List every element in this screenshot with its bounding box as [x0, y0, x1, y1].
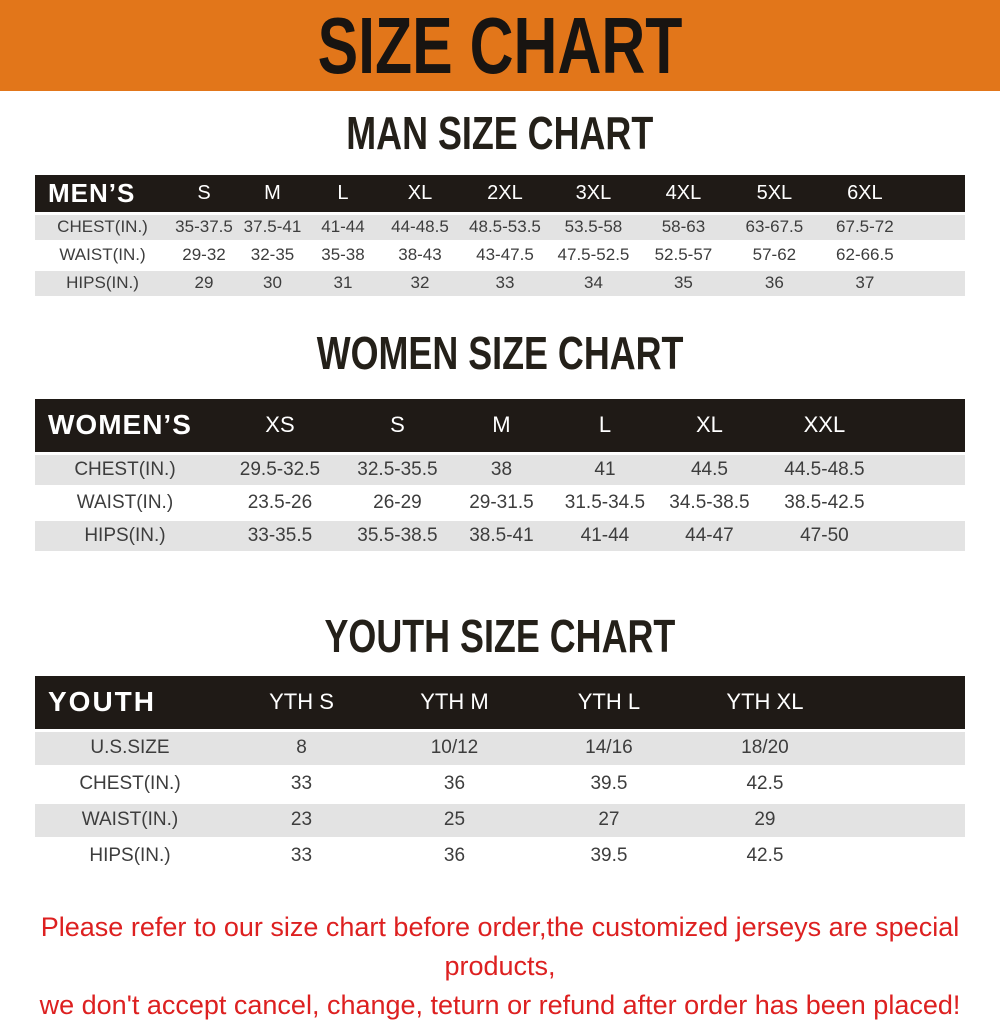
size-value: 34 — [549, 269, 638, 297]
spacer-cell — [910, 213, 965, 241]
men-size-table — [35, 175, 965, 299]
size-value: 33-35.5 — [215, 519, 345, 552]
column-header: YTH M — [378, 676, 531, 730]
size-value: 10/12 — [378, 730, 531, 766]
column-header: XL — [379, 175, 461, 213]
column-header: L — [553, 399, 657, 453]
table-corner-label: MEN’S — [35, 175, 170, 213]
size-value: 42.5 — [687, 766, 843, 802]
row-label: WAIST(IN.) — [35, 241, 170, 269]
size-value: 39.5 — [531, 766, 687, 802]
size-value: 52.5-57 — [638, 241, 729, 269]
banner — [0, 0, 1000, 91]
size-table — [35, 676, 965, 876]
size-value: 35-38 — [307, 241, 379, 269]
size-value: 32.5-35.5 — [345, 453, 450, 486]
size-value: 23.5-26 — [215, 486, 345, 519]
size-value: 31.5-34.5 — [553, 486, 657, 519]
size-table — [35, 399, 965, 554]
size-table — [35, 175, 965, 299]
size-value: 43-47.5 — [461, 241, 549, 269]
column-header: 6XL — [820, 175, 910, 213]
size-value: 35 — [638, 269, 729, 297]
page-title-text: SIZE CHART — [317, 0, 683, 90]
size-value: 38-43 — [379, 241, 461, 269]
size-value: 41-44 — [553, 519, 657, 552]
women-section-title-text: WOMEN SIZE CHART — [316, 327, 684, 379]
spacer-cell — [887, 486, 965, 519]
size-value: 53.5-58 — [549, 213, 638, 241]
spacer-cell — [887, 519, 965, 552]
column-header: S — [170, 175, 238, 213]
spacer-cell — [843, 802, 965, 838]
size-value: 36 — [378, 838, 531, 874]
table-row — [35, 838, 965, 874]
size-value: 57-62 — [729, 241, 820, 269]
size-value: 29 — [687, 802, 843, 838]
size-value: 35-37.5 — [170, 213, 238, 241]
row-label: HIPS(IN.) — [35, 269, 170, 297]
header-row — [35, 676, 965, 730]
column-header: XS — [215, 399, 345, 453]
size-value: 36 — [729, 269, 820, 297]
size-value: 41 — [553, 453, 657, 486]
row-label: HIPS(IN.) — [35, 838, 225, 874]
table-corner-label: YOUTH — [35, 676, 225, 730]
table-row — [35, 730, 965, 766]
table-row — [35, 241, 965, 269]
row-label: CHEST(IN.) — [35, 213, 170, 241]
size-value: 67.5-72 — [820, 213, 910, 241]
size-value: 47-50 — [762, 519, 887, 552]
column-header: 2XL — [461, 175, 549, 213]
size-value: 25 — [378, 802, 531, 838]
size-value: 27 — [531, 802, 687, 838]
size-value: 44-47 — [657, 519, 762, 552]
column-header: YTH L — [531, 676, 687, 730]
row-label: U.S.SIZE — [35, 730, 225, 766]
column-header: 5XL — [729, 175, 820, 213]
table-row — [35, 269, 965, 297]
row-label: CHEST(IN.) — [35, 453, 215, 486]
table-row — [35, 453, 965, 486]
column-header: YTH S — [225, 676, 378, 730]
spacer-cell — [887, 453, 965, 486]
size-value: 38.5-41 — [450, 519, 553, 552]
header-row — [35, 175, 965, 213]
spacer-cell — [843, 676, 965, 730]
size-value: 18/20 — [687, 730, 843, 766]
spacer-cell — [843, 730, 965, 766]
size-value: 63-67.5 — [729, 213, 820, 241]
size-value: 44.5 — [657, 453, 762, 486]
column-header: L — [307, 175, 379, 213]
table-row — [35, 766, 965, 802]
spacer-cell — [910, 175, 965, 213]
men-section-title-text: MAN SIZE CHART — [346, 107, 654, 159]
size-value: 44-48.5 — [379, 213, 461, 241]
table-row — [35, 213, 965, 241]
table-row — [35, 802, 965, 838]
size-value: 41-44 — [307, 213, 379, 241]
row-label: CHEST(IN.) — [35, 766, 225, 802]
column-header: M — [450, 399, 553, 453]
size-value: 29-31.5 — [450, 486, 553, 519]
column-header: XXL — [762, 399, 887, 453]
size-value: 42.5 — [687, 838, 843, 874]
row-label: WAIST(IN.) — [35, 802, 225, 838]
spacer-cell — [910, 241, 965, 269]
size-value: 58-63 — [638, 213, 729, 241]
size-value: 36 — [378, 766, 531, 802]
size-value: 37 — [820, 269, 910, 297]
youth-section-title — [0, 610, 1000, 662]
size-value: 32-35 — [238, 241, 307, 269]
column-header: 3XL — [549, 175, 638, 213]
size-value: 30 — [238, 269, 307, 297]
size-value: 8 — [225, 730, 378, 766]
size-value: 34.5-38.5 — [657, 486, 762, 519]
column-header: M — [238, 175, 307, 213]
size-value: 33 — [225, 766, 378, 802]
size-value: 48.5-53.5 — [461, 213, 549, 241]
table-row — [35, 486, 965, 519]
women-size-table — [35, 399, 965, 554]
size-value: 38 — [450, 453, 553, 486]
size-value: 33 — [461, 269, 549, 297]
size-value: 47.5-52.5 — [549, 241, 638, 269]
size-value: 33 — [225, 838, 378, 874]
column-header: XL — [657, 399, 762, 453]
spacer-cell — [843, 838, 965, 874]
size-value: 32 — [379, 269, 461, 297]
size-value: 62-66.5 — [820, 241, 910, 269]
size-value: 35.5-38.5 — [345, 519, 450, 552]
size-value: 29 — [170, 269, 238, 297]
size-value: 31 — [307, 269, 379, 297]
disclaimer-note — [0, 908, 1000, 1025]
size-value: 39.5 — [531, 838, 687, 874]
youth-size-table — [35, 676, 965, 876]
table-corner-label: WOMEN’S — [35, 399, 215, 453]
size-value: 14/16 — [531, 730, 687, 766]
youth-section-title-text: YOUTH SIZE CHART — [324, 610, 676, 662]
spacer-cell — [843, 766, 965, 802]
size-value: 23 — [225, 802, 378, 838]
size-value: 26-29 — [345, 486, 450, 519]
size-value: 37.5-41 — [238, 213, 307, 241]
spacer-cell — [887, 399, 965, 453]
disclaimer-line-1: Please refer to our size chart before order,the customized jerseys are special products, — [40, 912, 960, 981]
spacer-cell — [910, 269, 965, 297]
size-value: 29-32 — [170, 241, 238, 269]
row-label: HIPS(IN.) — [35, 519, 215, 552]
men-section-title — [0, 107, 1000, 159]
size-value: 29.5-32.5 — [215, 453, 345, 486]
column-header: S — [345, 399, 450, 453]
women-section-title — [0, 327, 1000, 379]
table-row — [35, 519, 965, 552]
header-row — [35, 399, 965, 453]
page-title — [260, 0, 740, 90]
disclaimer-line-2: we don't accept cancel, change, teturn or refund after order has been placed! — [39, 990, 961, 1020]
row-label: WAIST(IN.) — [35, 486, 215, 519]
column-header: 4XL — [638, 175, 729, 213]
size-value: 38.5-42.5 — [762, 486, 887, 519]
size-value: 44.5-48.5 — [762, 453, 887, 486]
column-header: YTH XL — [687, 676, 843, 730]
